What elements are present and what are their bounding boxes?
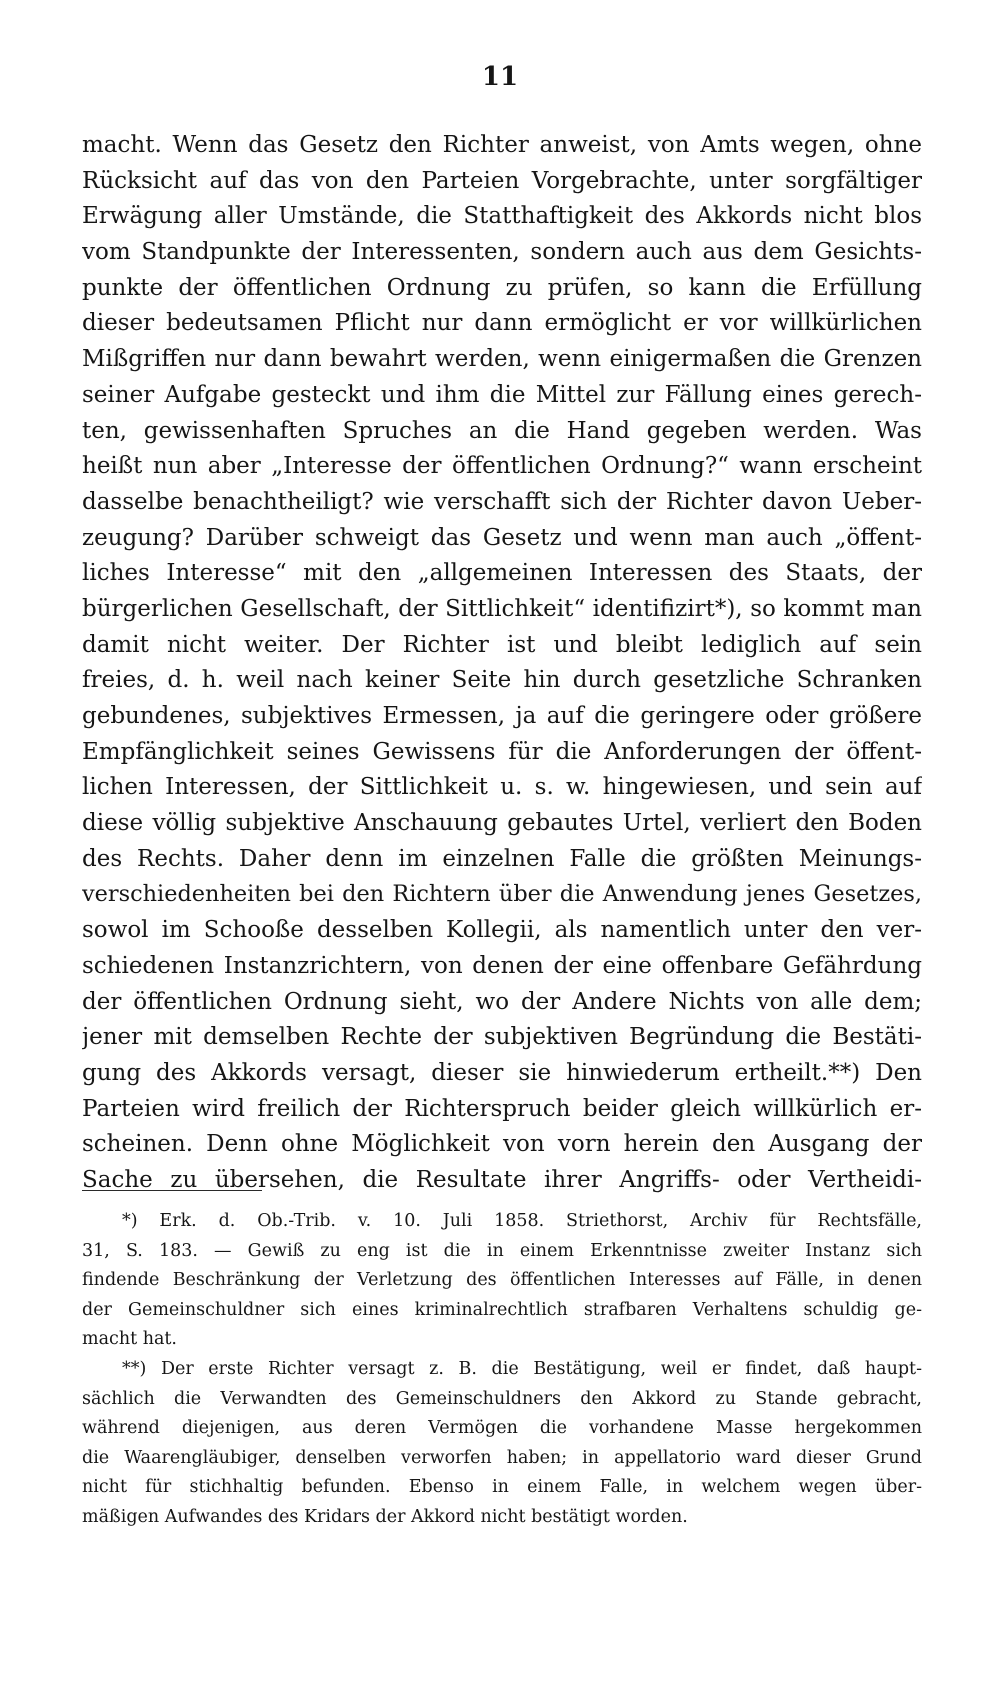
body-line: verschiedenheiten bei den Richtern über die Anwendung jenes Gesetzes,: [82, 881, 922, 908]
footnote-line: nicht für stichhaltig befunden. Ebenso in einem Falle, in welchem wegen über-: [82, 1477, 922, 1498]
body-line: diese völlig subjektive Anschauung gebautes Urtel, verliert den Boden: [82, 810, 922, 837]
body-line: ten, gewissenhaften Spruches an die Hand gegeben werden. Was: [82, 417, 922, 444]
body-line: macht. Wenn das Gesetz den Richter anweist, von Amts wegen, ohne: [82, 132, 922, 158]
body-line: jener mit demselben Rechte der subjektiven Begründung die Bestäti-: [82, 1024, 922, 1051]
body-line: gung des Akkords versagt, dieser sie hinwiederum ertheilt.**) Den: [82, 1059, 922, 1086]
body-line: liches Interesse“ mit den „allgemeinen Interessen des Staats, der: [82, 560, 922, 587]
body-line: damit nicht weiter. Der Richter ist und bleibt lediglich auf sein: [82, 631, 922, 658]
body-text: [82, 128, 922, 1199]
body-line: sowol im Schooße desselben Kollegii, als namentlich unter den ver-: [82, 917, 922, 944]
body-line: Sache zu übersehen, die Resultate ihrer Angriffs- oder Vertheidi-: [82, 1166, 922, 1193]
footnote-line: **) Der erste Richter versagt z. B. die Bestätigung, weil er findet, daß haupt-: [122, 1358, 922, 1379]
body-line: Empfänglichkeit seines Gewissens für die Anforderungen der öffent-: [82, 738, 922, 765]
body-line: Rücksicht auf das von den Parteien Vorgebrachte, unter sorgfältiger: [82, 167, 922, 194]
body-line: dieser bedeutsamen Pflicht nur dann ermöglicht er vor willkürlichen: [82, 310, 922, 337]
body-line: scheinen. Denn ohne Möglichkeit von vorn herein den Ausgang der: [82, 1131, 922, 1158]
footnote-line: der Gemeinschuldner sich eines kriminalrechtlich strafbaren Verhaltens schuldig ge-: [82, 1299, 922, 1320]
footnote-line: sächlich die Verwandten des Gemeinschuldners den Akkord zu Stande gebracht,: [82, 1388, 922, 1409]
body-line: seiner Aufgabe gesteckt und ihm die Mittel zur Fällung eines gerech-: [82, 381, 922, 408]
body-line: des Rechts. Daher denn im einzelnen Falle die größten Meinungs-: [82, 845, 922, 872]
body-line: Erwägung aller Umstände, die Statthaftigkeit des Akkords nicht blos: [82, 203, 922, 230]
body-line: freies, d. h. weil nach keiner Seite hin durch gesetzliche Schranken: [82, 667, 922, 694]
footnote-line: *) Erk. d. Ob.-Trib. v. 10. Juli 1858. Striethorst, Archiv für Rechtsfälle,: [122, 1211, 922, 1231]
body-line: vom Standpunkte der Interessenten, sondern auch aus dem Gesichts-: [82, 239, 922, 266]
body-line: bürgerlichen Gesellschaft, der Sittlichkeit“ identifizirt*), so kommt man: [82, 595, 922, 622]
body-line: lichen Interessen, der Sittlichkeit u. s. w. hingewiesen, und sein auf: [82, 774, 922, 801]
footnote-line: macht hat.: [82, 1329, 177, 1350]
body-line: zeugung? Darüber schweigt das Gesetz und wenn man auch „öffent-: [82, 524, 922, 551]
body-line: Parteien wird freilich der Richterspruch beider gleich willkürlich er-: [82, 1095, 922, 1122]
body-line: gebundenes, subjektives Ermessen, ja auf die geringere oder größere: [82, 703, 922, 729]
body-line: punkte der öffentlichen Ordnung zu prüfen, so kann die Erfüllung: [82, 274, 922, 301]
page-number: 11: [481, 62, 519, 92]
body-line: schiedenen Instanzrichtern, von denen der eine offenbare Gefährdung: [82, 952, 922, 979]
body-line: dasselbe benachtheiligt? wie verschafft sich der Richter davon Ueber-: [82, 488, 922, 515]
footnote-separator: [82, 1190, 262, 1191]
footnote-line: findende Beschränkung der Verletzung des öffentlichen Interesses auf Fälle, in denen: [82, 1270, 922, 1291]
footnote-line: mäßigen Aufwandes des Kridars der Akkord nicht bestätigt worden.: [82, 1506, 688, 1527]
footnote-line: 31, S. 183. — Gewiß zu eng ist die in einem Erkenntnisse zweiter Instanz sich: [82, 1240, 922, 1261]
body-line: Mißgriffen nur dann bewahrt werden, wenn einigermaßen die Grenzen: [82, 346, 922, 373]
body-line: der öffentlichen Ordnung sieht, wo der Andere Nichts von alle dem;: [82, 988, 922, 1015]
body-line: heißt nun aber „Interesse der öffentlichen Ordnung?“ wann erscheint: [82, 453, 922, 480]
footnote-line: die Waarengläubiger, denselben verworfen haben; in appellatorio ward dieser Grund: [82, 1447, 922, 1468]
footnote-line: während diejenigen, aus deren Vermögen die vorhandene Masse hergekommen: [82, 1418, 922, 1439]
footnotes: [82, 1207, 922, 1533]
